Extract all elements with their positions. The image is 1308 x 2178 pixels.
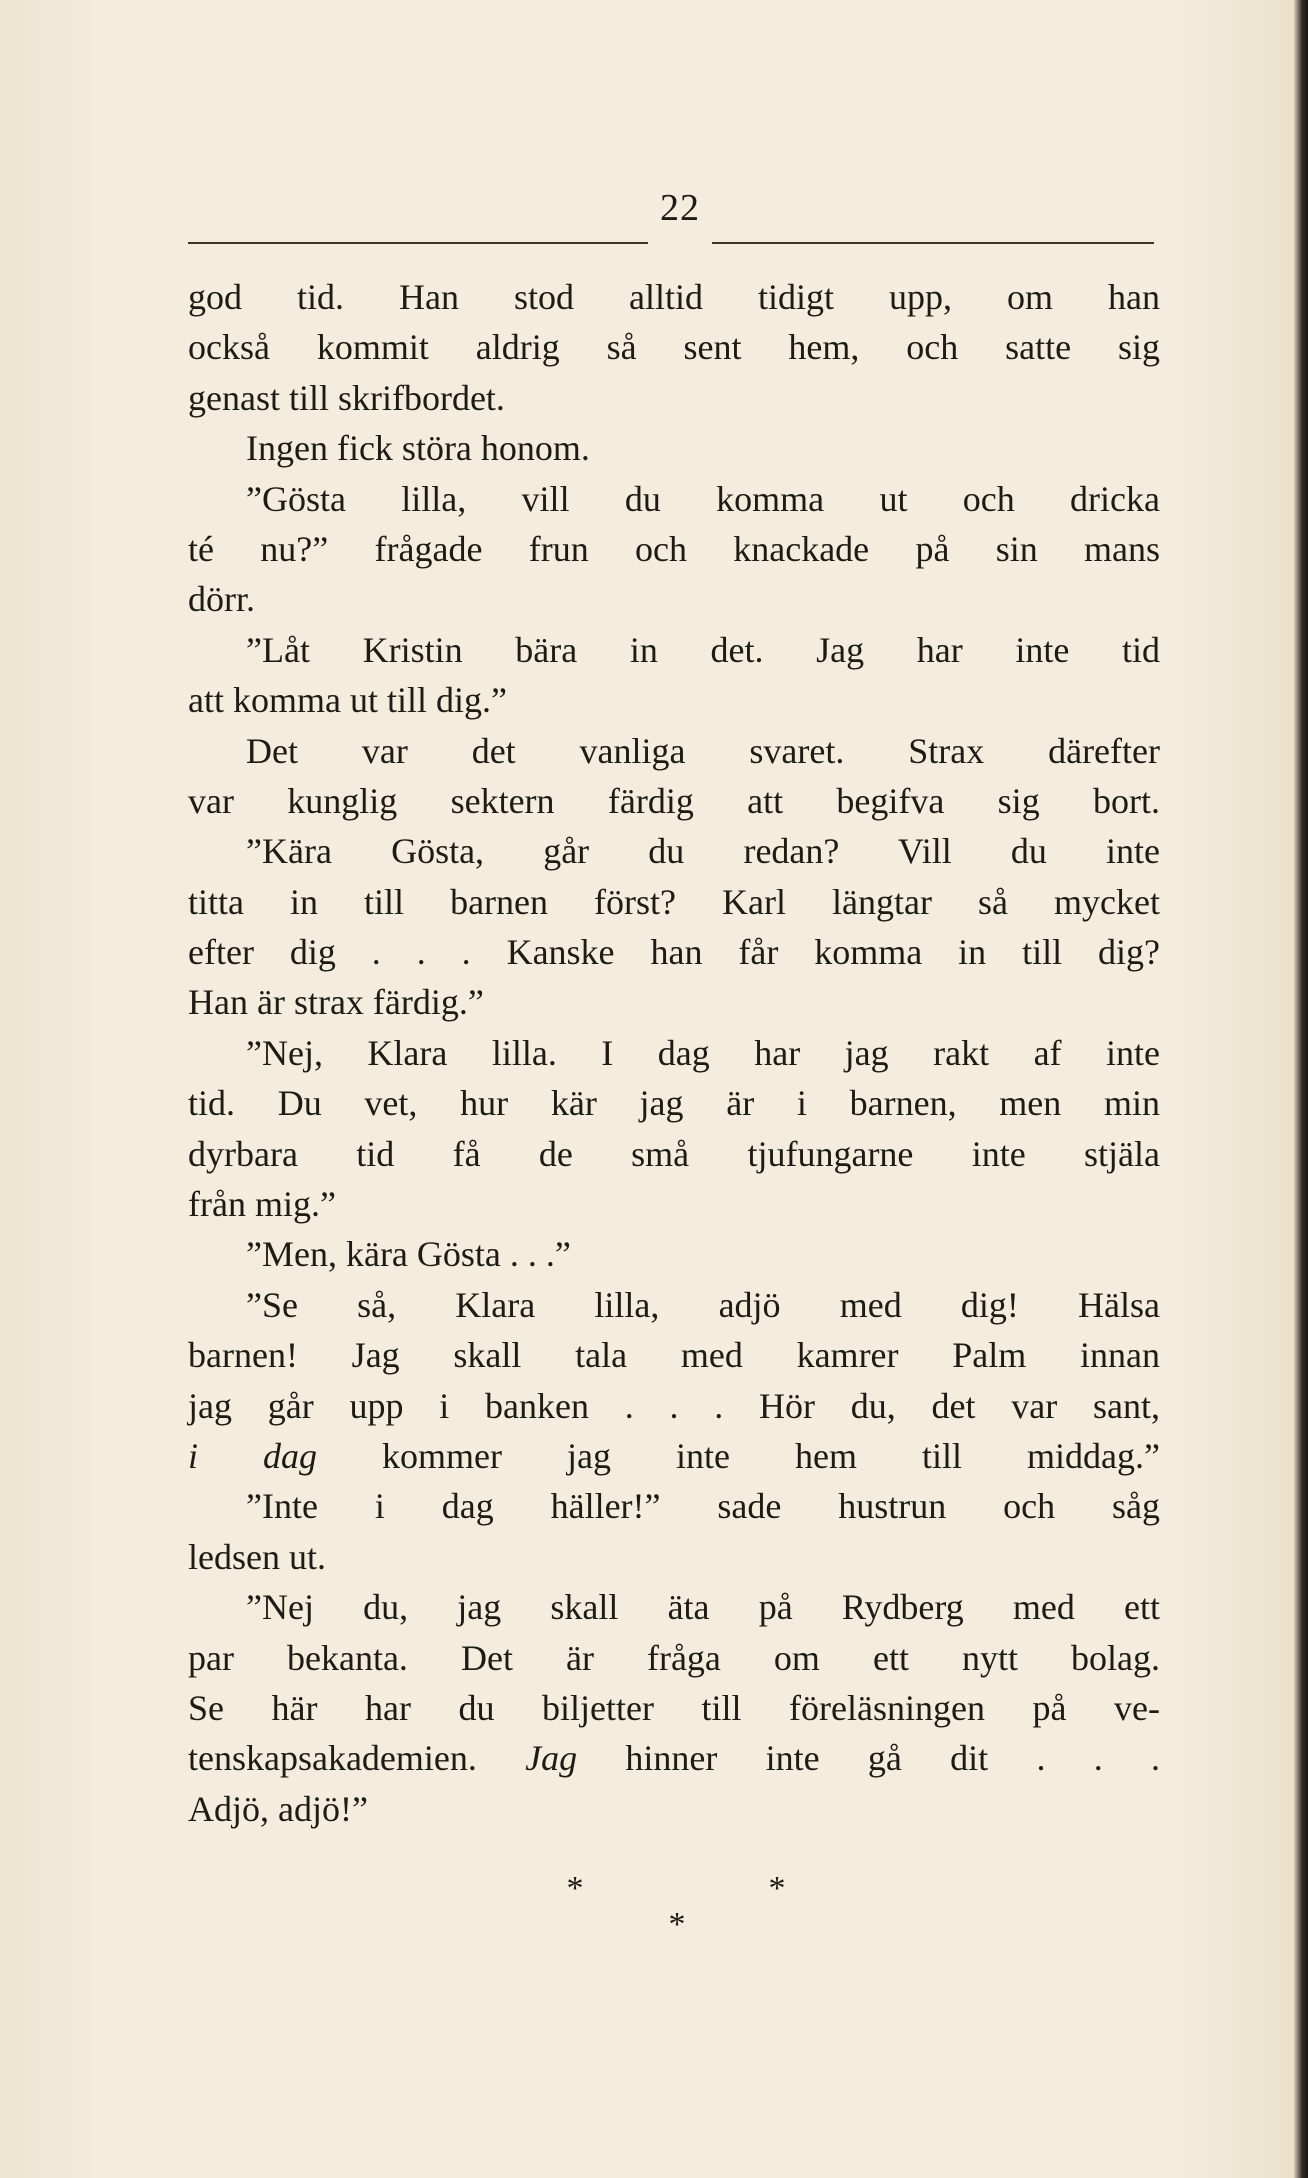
text-segment: titta in till barnen först? Karl längtar så mycket [188, 881, 1160, 922]
text-line [188, 625, 1160, 675]
text-line [188, 877, 1160, 927]
text-segment: tid. Du vet, hur kär jag är i barnen, men min [188, 1083, 1160, 1124]
text-segment: var kunglig sektern färdig att begifva sig bort. [188, 780, 1160, 821]
text-segment: té nu?” frågade frun och knackade på sin mans [188, 528, 1160, 569]
text-segment: hinner inte gå dit . . . [577, 1738, 1160, 1779]
text-line [188, 373, 1160, 423]
asterisk: * [768, 1870, 786, 1908]
text-segment: också kommit aldrig så sent hem, och satte sig [188, 327, 1160, 368]
text-segment: dörr. [188, 579, 255, 620]
text-line [188, 1733, 1160, 1783]
text-segment: jag går upp i banken . . . Hör du, det var sant, [188, 1385, 1160, 1426]
header-rule-left [188, 242, 648, 244]
text-line [188, 675, 1160, 725]
text-line [188, 1129, 1160, 1179]
text-line [188, 474, 1160, 524]
text-segment: ledsen ut. [188, 1536, 326, 1577]
text-segment: ”Inte i dag häller!” sade hustrun och såg [246, 1486, 1160, 1527]
text-segment: ”Nej du, jag skall äta på Rydberg med ett [246, 1587, 1160, 1628]
text-segment: ”Men, kära Gösta . . .” [246, 1234, 571, 1275]
text-segment: ”Kära Gösta, går du redan? Vill du inte [246, 831, 1160, 872]
text-line [188, 776, 1160, 826]
text-line [188, 524, 1160, 574]
text-line [188, 1431, 1160, 1481]
text-line [188, 726, 1160, 776]
text-segment: Han är strax färdig.” [188, 982, 484, 1023]
italic-emphasis: i dag [188, 1435, 318, 1476]
asterisk: * [668, 1906, 686, 1944]
text-segment: tenskapsakademien. [188, 1738, 526, 1779]
page-number: 22 [660, 187, 700, 229]
text-line [188, 826, 1160, 876]
text-segment: Adjö, adjö!” [188, 1788, 368, 1829]
text-segment: att komma ut till dig.” [188, 680, 507, 721]
text-segment: ”Se så, Klara lilla, adjö med dig! Hälsa [246, 1284, 1160, 1325]
text-line [188, 1582, 1160, 1632]
text-line [188, 1532, 1160, 1582]
text-line [188, 1381, 1160, 1431]
text-line [188, 1481, 1160, 1531]
text-line [188, 1179, 1160, 1229]
text-line [188, 1078, 1160, 1128]
text-segment: från mig.” [188, 1184, 336, 1225]
text-segment: Ingen fick störa honom. [246, 428, 590, 469]
text-segment: ”Låt Kristin bära in det. Jag har inte tid [246, 629, 1160, 670]
text-segment: par bekanta. Det är fråga om ett nytt bolag. [188, 1637, 1160, 1678]
text-segment: dyrbara tid få de små tjufungarne inte stjäla [188, 1133, 1160, 1174]
text-segment: Det var det vanliga svaret. Strax därefter [246, 730, 1160, 771]
text-segment: ”Nej, Klara lilla. I dag har jag rakt af inte [246, 1032, 1160, 1073]
header-rule-right [712, 242, 1154, 244]
text-segment: kommer jag inte hem till middag.” [317, 1435, 1160, 1476]
text-line [188, 1633, 1160, 1683]
text-line [188, 272, 1160, 322]
text-line [188, 927, 1160, 977]
text-segment: barnen! Jag skall tala med kamrer Palm innan [188, 1335, 1160, 1376]
text-line [188, 1784, 1160, 1834]
text-line [188, 423, 1160, 473]
text-line [188, 1280, 1160, 1330]
text-line [188, 322, 1160, 372]
text-segment: god tid. Han stod alltid tidigt upp, om han [188, 277, 1160, 317]
text-segment: efter dig . . . Kanske han får komma in till dig? [188, 932, 1160, 973]
text-line [188, 1330, 1160, 1380]
text-line [188, 977, 1160, 1027]
text-line [188, 1683, 1160, 1733]
page-edge-shadow [1294, 0, 1308, 2178]
text-line [188, 574, 1160, 624]
text-line [188, 1028, 1160, 1078]
text-segment: genast till skrifbordet. [188, 377, 505, 418]
text-segment: Se här har du biljetter till föreläsningen på ve- [188, 1687, 1160, 1728]
body-text [188, 272, 1160, 1834]
asterisk: * [566, 1870, 584, 1908]
italic-emphasis: Jag [525, 1738, 578, 1779]
text-segment: ”Gösta lilla, vill du komma ut och dricka [246, 478, 1160, 519]
text-line [188, 1229, 1160, 1279]
